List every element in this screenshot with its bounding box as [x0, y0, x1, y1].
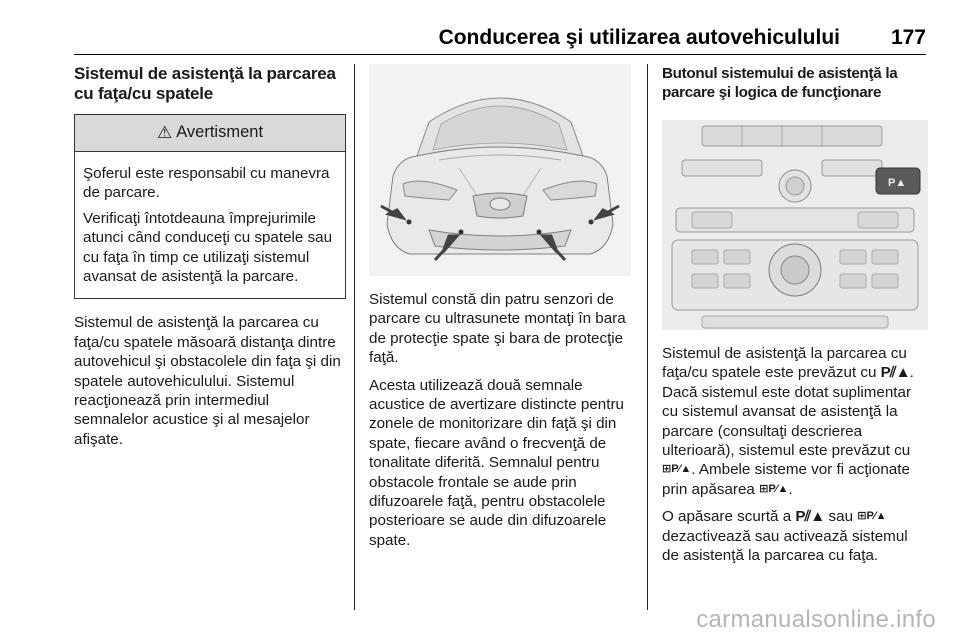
- body-paragraph: Sistemul de asistenţă la parcarea cu faţa/cu spatele măsoară distanţa dintre autovehicul şi obstacolele din faţa şi din spatele autovehiculului. Sistemul reacţionează prin intermediul semnalelor acustice şi al mesajelor afişate.: [74, 314, 341, 448]
- warning-title: Avertisment: [176, 123, 264, 142]
- header-rule: [74, 54, 926, 55]
- body-paragraph-1: [662, 344, 928, 499]
- page-number: 177: [890, 26, 926, 49]
- console-drawing: [662, 120, 928, 330]
- section-heading: Sistemul de asistenţă la parcarea cu faţa/cu spatele: [74, 64, 336, 103]
- warning-paragraph-1: Şoferul este responsabil cu manevra de parcare.: [83, 165, 330, 202]
- warning-paragraph-2: Verificaţi întotdeauna împrejurimile atunci când conduceţi cu spatele sau cu faţa în timp ce utilizaţi sistemul avansat de asistenţă la parcare.: [83, 209, 333, 286]
- body-paragraph-2: Acesta utilizează două semnale acustice de avertizare distincte pentru zonele de monitorizare din faţă şi din spate, fiecare având o frecvenţă de tonalitate diferită. Semnalul pentru obstacole frontale se aude prin difuzoarele faţă, pentru obstacolele posterioare se aude din difuzoarele spate.: [369, 376, 624, 549]
- text-run: . Dacă sistemul este dotat suplimentar cu sistemul avansat de asistenţă la parcare (consultaţi descrierea ulterioară), sistemul este prevăzut cu: [662, 364, 914, 460]
- svg-text:P▲: P▲: [888, 177, 907, 189]
- column-1: [74, 64, 346, 457]
- text-run: Sistemul de asistenţă la parcarea cu faţa/cu spatele este prevăzut cu: [662, 345, 907, 382]
- text-run: .: [788, 480, 793, 498]
- body-paragraph-2: [662, 507, 928, 565]
- advanced-park-assist-icon: ⊞P⁄▲: [857, 510, 887, 523]
- column-divider: [647, 64, 648, 610]
- column-3: [662, 64, 928, 573]
- warning-icon: ⚠: [156, 123, 173, 143]
- car-front-sensors-illustration: [369, 64, 631, 276]
- watermark: carmanualsonline.info: [696, 606, 936, 633]
- section-heading: Butonul sistemului de asistenţă la parcare şi logica de funcţionare: [662, 65, 898, 101]
- car-front-drawing: [369, 64, 631, 276]
- warning-box: [74, 114, 346, 299]
- warning-body: [75, 152, 345, 298]
- text-run: O apăsare scurtă a: [662, 508, 796, 526]
- text-run: sau: [824, 508, 858, 526]
- park-assist-icon: P⫽▲: [795, 508, 825, 526]
- advanced-park-assist-icon: ⊞P⁄▲: [662, 463, 692, 476]
- column-2: [369, 64, 631, 558]
- column-divider: [354, 64, 355, 610]
- park-assist-icon: P⫽▲: [880, 364, 910, 382]
- page-header: [74, 26, 926, 52]
- text-run: dezactivează sau activează sistemul de asistenţă la parcarea cu faţa.: [662, 527, 908, 565]
- warning-header: [75, 115, 345, 152]
- page-title: Conducerea şi utilizarea autovehiculului: [438, 26, 840, 49]
- advanced-park-assist-icon: ⊞P⁄▲: [759, 482, 789, 495]
- body-paragraph-1: Sistemul constă din patru senzori de parcare cu ultrasunete montaţi în bara de protecţie spate şi bara de protecţie faţă.: [369, 291, 626, 367]
- center-console-illustration: [662, 120, 928, 330]
- text-run: . Ambele sisteme vor fi acţionate prin apăsarea: [662, 461, 910, 498]
